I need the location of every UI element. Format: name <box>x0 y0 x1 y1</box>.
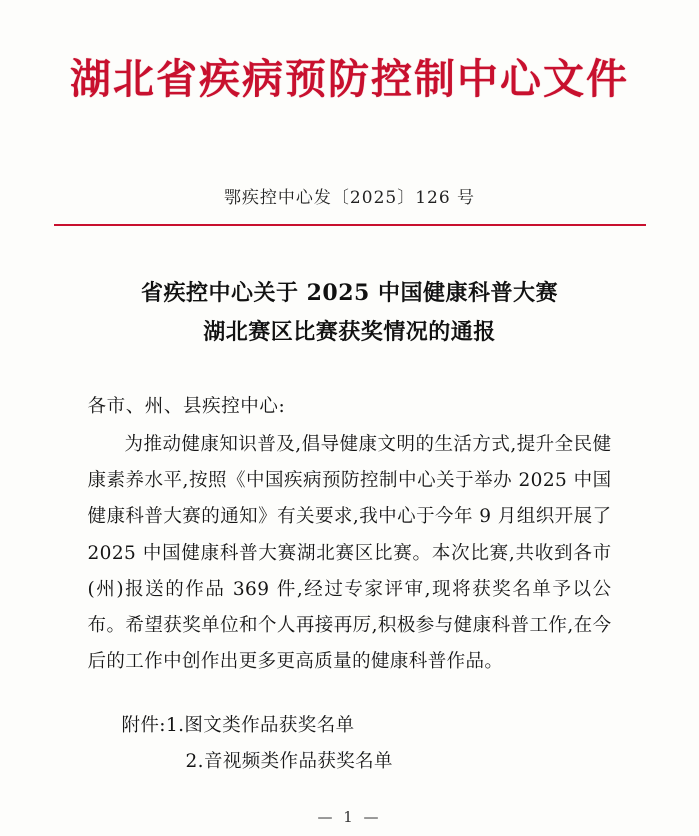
document-header <box>0 0 699 105</box>
subject-line-2: 湖北赛区比赛获奖情况的通报 <box>203 318 496 345</box>
document-number: 鄂疾控中心发〔2025〕126 号 <box>223 188 476 209</box>
document-body <box>88 389 612 680</box>
attachment-item-2: 2.音视频类作品获奖名单 <box>185 750 393 772</box>
salutation: 各市、州、县疾控中心: <box>87 396 286 418</box>
page-number: — 1 — <box>317 808 382 826</box>
attachment-line-1 <box>88 708 612 744</box>
attachment-list <box>88 708 612 780</box>
red-divider-rule <box>54 224 646 226</box>
document-header-title: 湖北省疾病预防控制中心文件 <box>70 55 629 103</box>
attachment-label: 附件: <box>121 714 166 736</box>
attachment-item-1: 1.图文类作品获奖名单 <box>165 714 355 736</box>
subject-line-1: 省疾控中心关于 2025 中国健康科普大赛 <box>140 280 559 307</box>
body-paragraph: 为推动健康知识普及,倡导健康文明的生活方式,提升全民健康素养水平,按照《中国疾病预防控制中心关于举办 2025 中国健康科普大赛的通知》有关要求,我中心于今年 9 月组织开展了 2025 中国健康科普大赛湖北赛区比赛。本次比赛,共收到各市(州)报送的作品 369 件,经过专家评审,现将获奖名单予以公布。希望获奖单位和个人再接再厉,积极参与健康科普工作,在今后的工作中创作出更多更高质量的健康科普作品。 <box>87 434 612 672</box>
document-subject <box>0 274 699 351</box>
